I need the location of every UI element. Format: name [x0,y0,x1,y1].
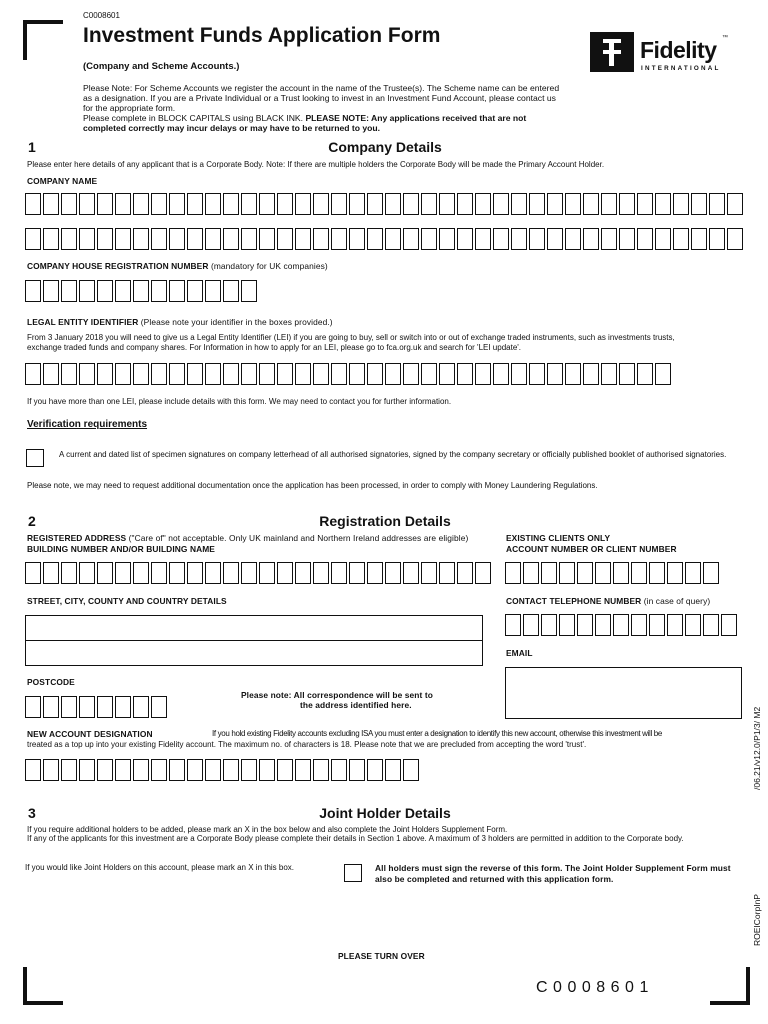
section-1-number: 1 [28,139,36,155]
company-name-label: COMPANY NAME [27,176,98,186]
correspondence-note-1: Please note: All correspondence will be sent to [241,690,433,700]
section-3-text-1: If you require additional holders to be added, please mark an X in the box below and also complete the Joint Holders Supplement Form. [27,825,508,834]
designation-text-2: treated as a top up into your existing Fidelity account. The maximum no. of characters is 18. Please note that we are precluded from accepting the word 'trust'. [27,740,587,749]
corner-mark-bottom-right [710,967,750,1005]
joint-holder-signature-note: All holders must sign the reverse of this form. The Joint Holder Supplement Form must also be completed and returned with this application form. [375,863,731,884]
postcode-label: POSTCODE [27,677,75,687]
designation-boxes[interactable] [25,759,419,781]
fidelity-logo-icon [590,32,634,72]
designation-text-1: If you hold existing Fidelity accounts excluding ISA you must enter a designation to identify this new account, otherwise this investment will be [212,729,662,738]
company-name-line-1-boxes[interactable] [25,193,743,215]
telephone-label: CONTACT TELEPHONE NUMBER (in case of query) [506,596,711,606]
postcode-boxes[interactable] [25,696,167,718]
section-2-title: Registration Details [319,513,451,529]
section-2-number: 2 [28,513,36,529]
registered-address-label: REGISTERED ADDRESS ("Care of" not acceptable. Only UK mainland and Northern Ireland addresses are eligible) [27,533,469,543]
logo-trademark: ™ [722,35,728,41]
section-1-intro: Please enter here details of any applicant that is a Corporate Body. Note: If there are multiple holders the Corporate Body will be made the Primary Account Holder. [27,160,605,169]
company-house-registration-boxes[interactable] [25,280,257,302]
lei-explanation: From 3 January 2018 you will need to give us a Legal Entity Identifier (LEI) if you are going to buy, sell or switch into or out of exchange traded instruments, such as investments trusts, exchange traded funds and company shares. For Information in how to apply for an LEI, please go to fca.org.uk and search for 'LEI update'. [27,333,675,352]
company-name-line-2-boxes[interactable] [25,228,743,250]
please-turn-over: PLEASE TURN OVER [338,951,425,961]
page-subtitle: (Company and Scheme Accounts.) [83,61,240,72]
section-3-number: 3 [28,805,36,821]
corner-mark-bottom-left [23,967,63,1005]
footer-code: C0008601 [536,979,654,996]
joint-holder-mark-label: If you would like Joint Holders on this account, please mark an X in this box. [25,863,295,872]
verification-note: Please note, we may need to request additional documentation once the application has been processed, in order to comply with Money Laundering Regulations. [27,481,598,490]
building-boxes[interactable] [25,562,491,584]
building-label: BUILDING NUMBER AND/OR BUILDING NAME [27,544,215,554]
verification-heading: Verification requirements [27,419,148,430]
side-reference-bottom: ROEICorpInP [752,894,762,946]
lei-more-note: If you have more than one LEI, please include details with this form. We may need to contact you for further information. [27,397,452,406]
company-house-registration-label: COMPANY HOUSE REGISTRATION NUMBER (mandatory for UK companies) [27,261,328,271]
header-note-block-capitals: Please complete in BLOCK CAPITALS using BLACK INK. PLEASE NOTE: Any applications received that are not completed correctly may incur delays or may have to be returned to you. [83,113,527,133]
lei-label: LEGAL ENTITY IDENTIFIER (Please note your identifier in the boxes provided.) [27,317,333,327]
email-field[interactable] [505,667,742,719]
street-field-1[interactable] [25,615,483,641]
corner-mark-top-left [23,20,63,60]
existing-clients-label: EXISTING CLIENTS ONLY [506,533,611,543]
verification-item: A current and dated list of specimen signatures on company letterhead of all authorised signatories, signed by the company secretary or officially published booklet of authorised signatories. [59,450,727,459]
verification-checkbox[interactable] [26,449,44,467]
header-note-scheme: Please Note: For Scheme Accounts we register the account in the name of the Trustee(s). The Scheme name can be entered as a designation. If you are a Private Individual or a Trust looking to invest in an Investment Fund Account, please contact us for the appropriate form. [83,83,560,113]
street-field-2[interactable] [25,640,483,666]
telephone-boxes[interactable] [505,614,737,636]
page-title: Investment Funds Application Form [83,24,441,47]
lei-boxes[interactable] [25,363,671,385]
logo-subtitle: INTERNATIONAL [641,65,721,72]
account-number-label: ACCOUNT NUMBER OR CLIENT NUMBER [506,544,677,554]
correspondence-note-2: the address identified here. [300,700,412,710]
section-1-title: Company Details [328,139,442,155]
ref-code: C0008601 [83,11,120,20]
logo-name: Fidelity [640,37,717,63]
joint-holder-checkbox[interactable] [344,864,362,882]
designation-label: NEW ACCOUNT DESIGNATION [27,729,153,739]
section-3-title: Joint Holder Details [319,805,451,821]
account-number-boxes[interactable] [505,562,719,584]
side-reference-top: /06.21/v12.0/P1/3/ M2 [752,706,762,790]
section-3-text-2: If any of the applicants for this investment are a Corporate Body please complete their details in Section 1 above. A maximum of 3 holders are permitted in addition to the Corporate body. [27,834,684,843]
email-label: EMAIL [506,648,533,658]
street-label: STREET, CITY, COUNTY AND COUNTRY DETAILS [27,596,227,606]
